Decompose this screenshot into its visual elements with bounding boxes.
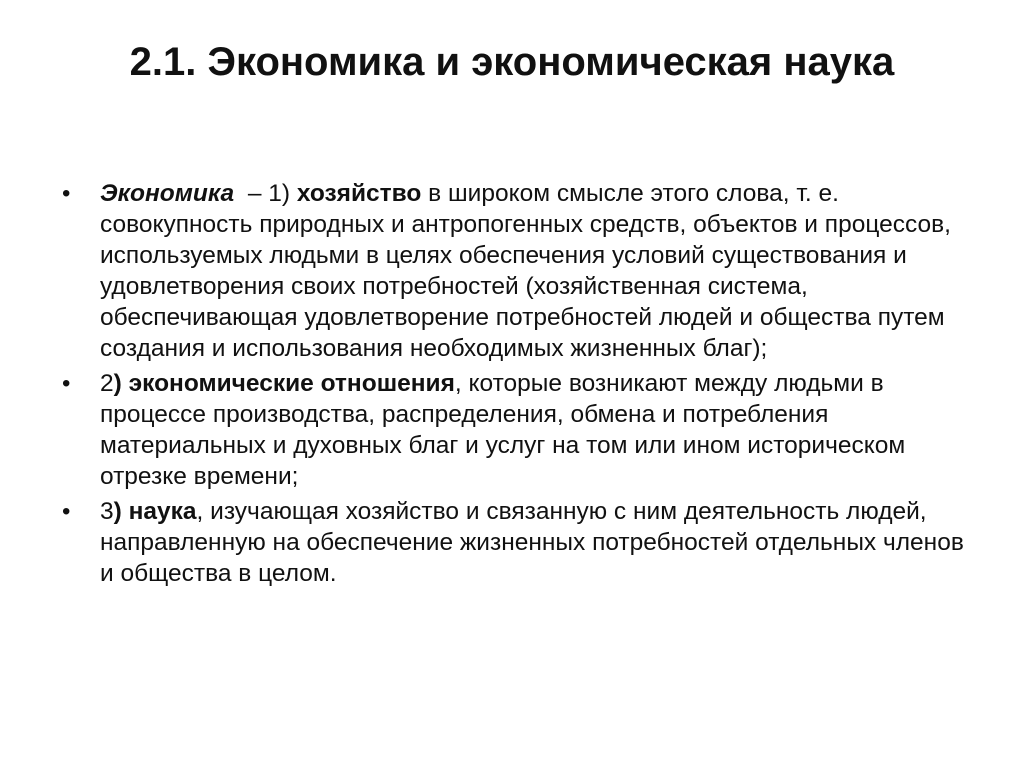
list-item [62,368,977,492]
item-prefix: 2 [100,370,114,397]
item-prefix: 3 [100,498,114,525]
item-bold: хозяйство [296,180,422,207]
item-text: , изучающая хозяйство и связанную с ним деятельность людей, направленную на обеспечение жизненных потребностей отдельных членов и общества в целом. [100,498,964,587]
bullet-list [62,178,977,593]
list-item [62,178,977,364]
list-item [62,496,977,589]
bullet-icon: • [62,498,71,525]
item-bold: ) наука [113,498,197,525]
bullet-icon: • [62,180,71,207]
slide-title: 2.1. Экономика и экономическая наука [129,40,895,84]
item-text: , которые возникают между людьми в процессе производства, распределения, обмена и потребления материальных и духовных благ и услуг на том или ином историческом отрезке времени; [100,370,906,490]
item-prefix: – 1) [234,180,297,207]
item-text: в широком смысле этого слова, т. е. совокупность природных и антропогенных средств, объектов и процессов, используемых людьми в целях обеспечения условий существования и удовлетворения своих потребностей (хозяйственная система, обеспечивающая удовлетворение потребностей людей и общества путем создания и использования необходимых жизненных благ); [100,180,951,362]
term: Экономика [100,180,235,207]
bullet-icon: • [62,370,71,397]
item-bold: ) экономические отношения [113,370,455,397]
